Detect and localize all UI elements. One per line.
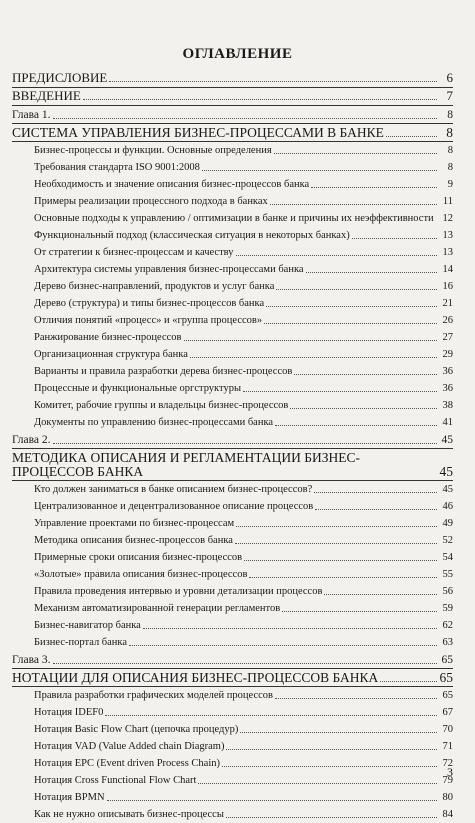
toc-entry-page: 45 bbox=[441, 434, 453, 446]
toc-entry-page: 63 bbox=[442, 637, 453, 648]
toc-entry bbox=[12, 498, 453, 515]
toc-entry-page: 21 bbox=[442, 298, 453, 309]
toc-entry-page: 70 bbox=[442, 724, 453, 735]
toc-heading bbox=[12, 70, 453, 88]
toc-entry-title: СИСТЕМА УПРАВЛЕНИЯ БИЗНЕС-ПРОЦЕССАМИ В БАНКЕ bbox=[12, 125, 384, 140]
toc-entry-page: 27 bbox=[442, 332, 453, 343]
dot-leader bbox=[53, 117, 437, 119]
dot-leader bbox=[249, 576, 437, 578]
dot-leader bbox=[282, 610, 437, 612]
toc-entry-title: Как не нужно описывать бизнес-процессы bbox=[34, 809, 224, 820]
toc-entry-title: Организационная структура банка bbox=[34, 349, 188, 360]
toc-entry bbox=[12, 193, 453, 210]
toc-entry bbox=[12, 176, 453, 193]
toc-entry-page: 65 bbox=[439, 670, 453, 685]
toc-entry-page: 13 bbox=[442, 230, 453, 241]
dot-leader bbox=[222, 765, 437, 767]
toc-entry-page: 13 bbox=[442, 247, 453, 258]
toc-entry-page: 62 bbox=[442, 620, 453, 631]
toc-entry-title: Глава 3. bbox=[12, 654, 51, 666]
toc-entry-page: 45 bbox=[439, 464, 453, 479]
table-of-contents bbox=[12, 70, 453, 823]
toc-entry-title: Комитет, рабочие группы и владельцы бизнес-процессов bbox=[34, 400, 289, 411]
toc-entry-title: МЕТОДИКА ОПИСАНИЯ И РЕГЛАМЕНТАЦИИ БИЗНЕС-ПРОЦЕССОВ БАНКА bbox=[12, 450, 360, 479]
toc-entry-title: Примеры реализации процессного подхода в банках bbox=[34, 196, 268, 207]
dot-leader bbox=[275, 424, 437, 426]
toc-entry-title: Кто должен заниматься в банке описанием бизнес-процессов? bbox=[34, 484, 313, 495]
toc-entry bbox=[12, 532, 453, 549]
toc-entry-page: 12 bbox=[442, 213, 453, 224]
toc-entry-page: 54 bbox=[442, 552, 453, 563]
dot-leader bbox=[276, 288, 437, 290]
dot-leader bbox=[274, 152, 437, 154]
toc-entry-page: 36 bbox=[442, 383, 453, 394]
toc-entry bbox=[12, 600, 453, 617]
dot-leader bbox=[129, 644, 437, 646]
toc-entry-title: Функциональный подход (классическая ситуация в некоторых банках) bbox=[34, 230, 350, 241]
toc-entry bbox=[12, 329, 453, 346]
dot-leader bbox=[236, 254, 437, 256]
toc-entry bbox=[12, 515, 453, 532]
toc-entry-title: Механизм автоматизированной генерации регламентов bbox=[34, 603, 281, 614]
toc-entry bbox=[12, 346, 453, 363]
dot-leader bbox=[386, 135, 437, 137]
toc-entry-title: Глава 1. bbox=[12, 109, 51, 121]
toc-entry-page: 84 bbox=[442, 809, 453, 820]
toc-entry-title: НОТАЦИИ ДЛЯ ОПИСАНИЯ БИЗНЕС-ПРОЦЕССОВ БАНКА bbox=[12, 670, 379, 685]
toc-entry bbox=[12, 227, 453, 244]
toc-entry-page: 41 bbox=[442, 417, 453, 428]
toc-entry bbox=[12, 244, 453, 261]
toc-entry-title: Примерные сроки описания бизнес-процессов bbox=[34, 552, 243, 563]
dot-leader bbox=[143, 627, 437, 629]
toc-entry-page: 65 bbox=[441, 654, 453, 666]
toc-entry-page: 52 bbox=[442, 535, 453, 546]
dot-leader bbox=[324, 593, 437, 595]
toc-entry-title: Дерево бизнес-направлений, продуктов и услуг банка bbox=[34, 281, 275, 292]
toc-entry bbox=[12, 583, 453, 600]
toc-entry-page: 67 bbox=[442, 707, 453, 718]
toc-entry bbox=[12, 549, 453, 566]
toc-entry bbox=[12, 159, 453, 176]
toc-entry-page: 59 bbox=[442, 603, 453, 614]
dot-leader bbox=[53, 662, 437, 664]
toc-entry bbox=[12, 617, 453, 634]
dot-leader bbox=[83, 98, 437, 100]
toc-entry bbox=[12, 755, 453, 772]
toc-entry-page: 29 bbox=[442, 349, 453, 360]
toc-entry bbox=[12, 261, 453, 278]
toc-entry-title: Бизнес-процессы и функции. Основные определения bbox=[34, 145, 272, 156]
toc-heading bbox=[12, 669, 453, 687]
toc-entry-title: Необходимость и значение описания бизнес-процессов банка bbox=[34, 179, 310, 190]
toc-entry-title: Нотация Cross Functional Flow Chart bbox=[34, 775, 197, 786]
toc-entry-title: Правила проведения интервью и уровни детализации процессов bbox=[34, 586, 323, 597]
toc-entry-page: 45 bbox=[442, 484, 453, 495]
dot-leader bbox=[235, 542, 437, 544]
dot-leader bbox=[380, 680, 437, 682]
toc-entry-page: 46 bbox=[442, 501, 453, 512]
toc-entry bbox=[12, 210, 453, 227]
dot-leader bbox=[294, 373, 437, 375]
toc-entry-page: 36 bbox=[442, 366, 453, 377]
toc-entry-title: Нотация BPMN bbox=[34, 792, 105, 803]
toc-entry bbox=[12, 414, 453, 431]
dot-leader bbox=[236, 525, 437, 527]
toc-entry-page: 56 bbox=[442, 586, 453, 597]
dot-leader bbox=[290, 407, 437, 409]
toc-entry-title: Отличия понятий «процесс» и «группа процессов» bbox=[34, 315, 263, 326]
dot-leader bbox=[314, 491, 437, 493]
toc-entry bbox=[12, 380, 453, 397]
toc-entry-title: Нотация VAD (Value Added chain Diagram) bbox=[34, 741, 225, 752]
dot-leader bbox=[202, 169, 437, 171]
toc-entry bbox=[12, 295, 453, 312]
toc-entry bbox=[12, 481, 453, 498]
dot-leader bbox=[105, 714, 437, 716]
dot-leader bbox=[240, 731, 437, 733]
dot-leader bbox=[53, 442, 437, 444]
toc-entry-page: 8 bbox=[447, 109, 453, 121]
toc-chapter-number bbox=[12, 106, 453, 124]
toc-entry-page: 16 bbox=[442, 281, 453, 292]
toc-entry-title: Нотация Basic Flow Chart (цепочка процедур) bbox=[34, 724, 239, 735]
toc-entry bbox=[12, 363, 453, 380]
toc-entry-title: Процессные и функциональные оргструктуры bbox=[34, 383, 242, 394]
dot-leader bbox=[243, 390, 437, 392]
toc-entry-page: 9 bbox=[447, 179, 453, 190]
toc-heading bbox=[12, 124, 453, 142]
toc-entry-page: 79 bbox=[442, 775, 453, 786]
toc-entry bbox=[12, 142, 453, 159]
toc-entry-title: Дерево (структура) и типы бизнес-процессов банка bbox=[34, 298, 265, 309]
toc-entry-title: Бизнес-портал банка bbox=[34, 637, 128, 648]
dot-leader bbox=[107, 799, 437, 801]
dot-leader bbox=[244, 559, 437, 561]
dot-leader bbox=[306, 271, 437, 273]
toc-entry bbox=[12, 278, 453, 295]
dot-leader bbox=[184, 339, 438, 341]
toc-entry-title: Варианты и правила разработки дерева бизнес-процессов bbox=[34, 366, 293, 377]
toc-entry-title: «Золотые» правила описания бизнес-процессов bbox=[34, 569, 248, 580]
toc-entry bbox=[12, 397, 453, 414]
toc-entry bbox=[12, 721, 453, 738]
toc-entry-title: Ранжирование бизнес-процессов bbox=[34, 332, 182, 343]
toc-entry-title: Правила разработки графических моделей процессов bbox=[34, 690, 273, 701]
toc-entry-title: Основные подходы к управлению / оптимизации в банке и причины их неэффективности bbox=[34, 213, 434, 224]
dot-leader bbox=[266, 305, 437, 307]
dot-leader bbox=[315, 508, 437, 510]
toc-entry bbox=[12, 772, 453, 789]
dot-leader bbox=[264, 322, 437, 324]
dot-leader bbox=[270, 203, 437, 205]
dot-leader bbox=[109, 80, 437, 82]
dot-leader bbox=[198, 782, 437, 784]
toc-entry-title: Нотация EPC (Event driven Process Chain) bbox=[34, 758, 220, 769]
toc-entry-page: 7 bbox=[446, 88, 453, 103]
toc-chapter-number bbox=[12, 431, 453, 449]
toc-entry-page: 72 bbox=[442, 758, 453, 769]
toc-entry-page: 11 bbox=[442, 196, 453, 207]
dot-leader bbox=[190, 356, 437, 358]
toc-entry-page: 80 bbox=[442, 792, 453, 803]
toc-entry-page: 8 bbox=[447, 145, 453, 156]
toc-entry bbox=[12, 566, 453, 583]
toc-entry-title: Глава 2. bbox=[12, 434, 51, 446]
dot-leader bbox=[311, 186, 437, 188]
dot-leader bbox=[226, 748, 437, 750]
toc-entry-title: ПРЕДИСЛОВИЕ bbox=[12, 70, 108, 85]
toc-entry-page: 38 bbox=[442, 400, 453, 411]
toc-entry-title: ВВЕДЕНИЕ bbox=[12, 88, 81, 103]
toc-entry bbox=[12, 634, 453, 651]
toc-entry-title: Централизованное и децентрализованное описание процессов bbox=[34, 501, 314, 512]
dot-leader bbox=[275, 697, 437, 699]
toc-title: ОГЛАВЛЕНИЕ bbox=[182, 46, 293, 62]
toc-entry-page: 8 bbox=[447, 162, 453, 173]
toc-entry-title: Бизнес-навигатор банка bbox=[34, 620, 141, 631]
toc-entry bbox=[12, 789, 453, 806]
toc-entry-page: 26 bbox=[442, 315, 453, 326]
toc-entry-title: Требования стандарта ISO 9001:2008 bbox=[34, 162, 200, 173]
toc-entry bbox=[12, 312, 453, 329]
toc-entry-title: Нотация IDEF0 bbox=[34, 707, 104, 718]
toc-entry-title: Архитектура системы управления бизнес-процессами банка bbox=[34, 264, 304, 275]
toc-entry-page: 6 bbox=[446, 70, 453, 85]
toc-entry bbox=[12, 738, 453, 755]
toc-chapter-number bbox=[12, 651, 453, 669]
toc-entry-title: Управление проектами по бизнес-процессам bbox=[34, 518, 235, 529]
toc-entry-title: От стратегии к бизнес-процессам и качеству bbox=[34, 247, 234, 258]
toc-heading bbox=[12, 449, 453, 481]
dot-leader bbox=[226, 816, 437, 818]
toc-entry bbox=[12, 704, 453, 721]
toc-heading bbox=[12, 88, 453, 106]
toc-entry-page: 8 bbox=[446, 125, 453, 140]
page-number: 3 bbox=[447, 765, 453, 779]
toc-entry-title: Документы по управлению бизнес-процессами банка bbox=[34, 417, 274, 428]
toc-entry bbox=[12, 806, 453, 823]
dot-leader bbox=[352, 237, 437, 239]
toc-entry-page: 49 bbox=[442, 518, 453, 529]
toc-entry bbox=[12, 687, 453, 704]
toc-entry-page: 65 bbox=[442, 690, 453, 701]
toc-entry-page: 71 bbox=[442, 741, 453, 752]
toc-entry-title: Методика описания бизнес-процессов банка bbox=[34, 535, 233, 546]
toc-entry-page: 55 bbox=[442, 569, 453, 580]
toc-entry-page: 14 bbox=[442, 264, 453, 275]
